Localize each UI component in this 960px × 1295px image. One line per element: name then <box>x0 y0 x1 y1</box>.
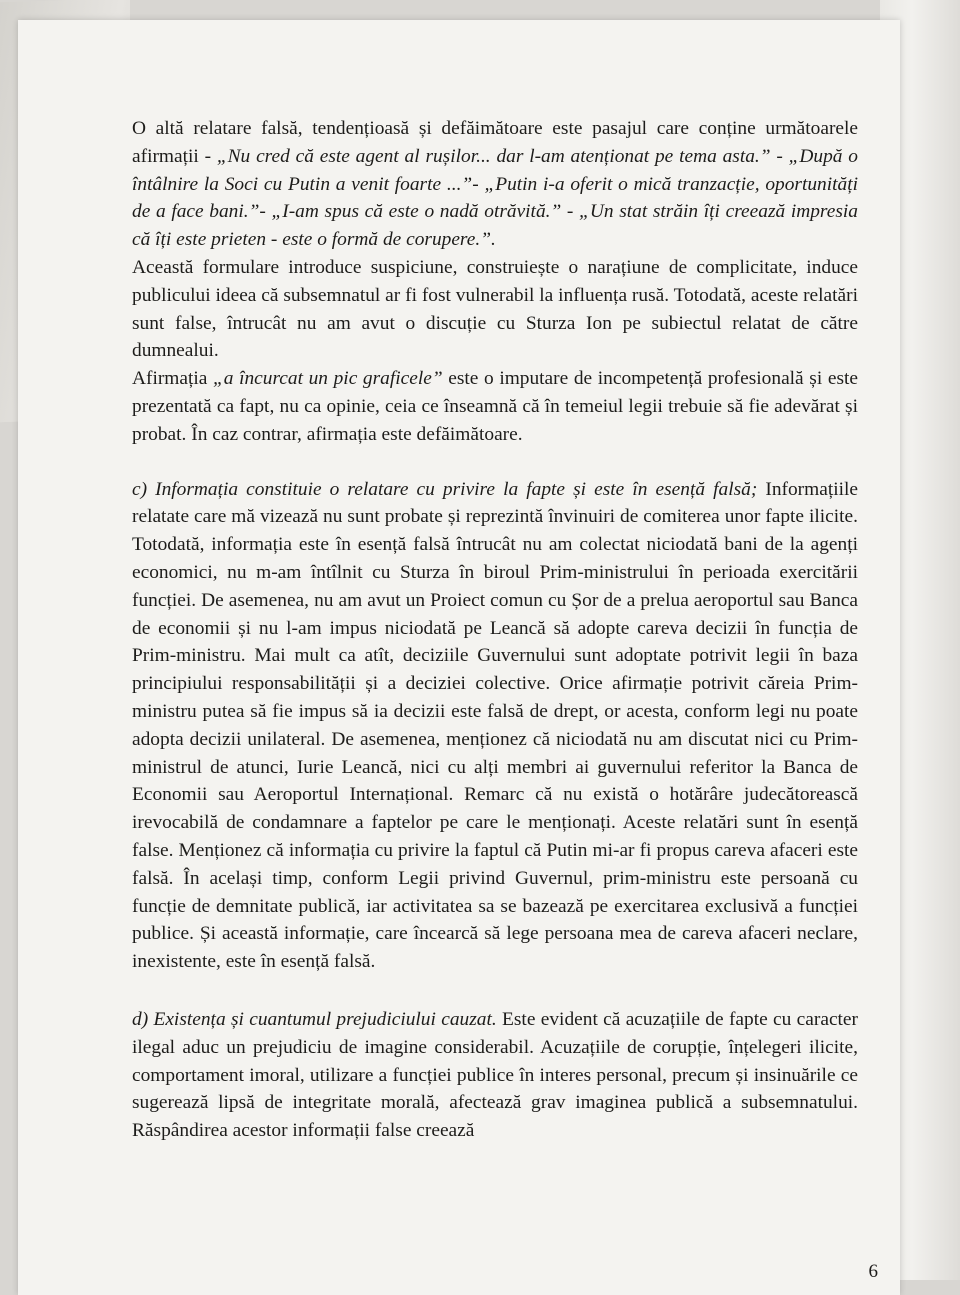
text-run: O altă relatare falsă, tendențioasă și defăimătoare este pasajul care conține următoarele afirmații - <box>132 118 858 167</box>
text-run: Informațiile relatate care mă vizează nu sunt probate și reprezintă învinuiri de comiterea unor fapte ilicite. Totodată, informația este în esență falsă întrucât nu am colectat niciodată bani de la agenți economici, nu m-am întîlnit cu Sturza în biroul Prim-ministrului în perioada exercitării funcției. De asemenea, nu am avut un Proiect comun cu Șor de a prelua aeroportul sau Banca de economii și nu l-am impus niciodată pe Leancă să adopte careva decizii în funcția de Prim-ministru. Mai mult ca atît, deciziile Guvernului sunt adoptate potrivit legii în baza principiului responsabilității și a deciziei colective. Orice afirmație potrivit căreia Prim-ministru putea să fie impus să ia decizii este falsă de drept, or acesta, conform legi nu poate adopta decizii unilateral. De asemenea, menționez că niciodată nu am discutat nici cu Prim-ministrul de atunci, Iurie Leancă, nici cu alți membri ai guvernului referitor la Banca de Economii sau Aeroportul Internațional. Remarc că nu există o hotărâre judecătorească irevocabilă de condamnare a faptelor pe care le menționați. Aceste relatări sunt în esență false. Menționez că informația cu privire la faptul că Putin mi-ar fi propus careva afaceri este falsă. În același timp, conform Legii privind Guvernul, prim-ministru este persoană cu funcție de demnitate publică, iar activitatea sa se bazează pe exercitarea exclusivă a funcției publice. Și această informație, care încearcă să lege persoana mea de careva afaceri neclare, inexistente, este în esență falsă. <box>132 478 858 973</box>
document-body <box>132 115 858 1145</box>
text-run: Este evident că acuzațiile de fapte cu caracter ilegal aduc un prejudiciu de imagine considerabil. Acuzațiile de corupție, înțelegeri ilicite, comportament imoral, utilizare a funcției publice în interes personal, precum și insinuările ce sugerează lipsă de integritate morală, afectează grav imaginea publică a subsemnatului. Răspândirea acestor informații false creează <box>132 1008 858 1142</box>
italic-text-run: „Nu cred că este agent al rușilor... dar l-am atenționat pe tema asta.” - „După o întâlnire la Soci cu Putin a venit foarte ...”- „Putin i-a oferit o mică tranzacție, oportunități de a face bani.”- „I-am spus că este o nadă otrăvită.” - „Un stat străin îți creează impresia că îți este prieten - este o formă de corupere.”. <box>132 145 858 251</box>
document-page <box>18 20 900 1295</box>
paragraph-spacer <box>132 976 858 1006</box>
paragraph <box>132 476 858 976</box>
italic-text-run: d) Existența și cuantumul prejudiciului cauzat. <box>132 1008 497 1030</box>
paragraph-spacer <box>132 449 858 476</box>
paragraph <box>132 254 858 365</box>
paragraph <box>132 365 858 448</box>
italic-text-run: „a încurcat un pic graficele” <box>213 368 443 390</box>
text-run: Această formulare introduce suspiciune, construiește o narațiune de complicitate, induce publicului ideea că subsemnatul ar fi fost vulnerabil la influența rusă. Totodată, aceste relatări sunt false, întrucât nu am avut o discuție cu Sturza Ion pe subiectul relatat de către dumnealui. <box>132 256 858 362</box>
text-run: este o imputare de incompetență profesională și este prezentată ca fapt, nu ca opinie, ceia ce înseamnă că în temeiul legii trebuie să fie adevărat și probat. În caz contrar, afirmația este defăimătoare. <box>132 368 858 445</box>
italic-text-run: c) Informația constituie o relatare cu privire la fapte și este în esență falsă; <box>132 478 758 500</box>
paragraph <box>132 1006 858 1145</box>
page-number: 6 <box>868 1261 878 1282</box>
text-run: Afirmația <box>132 368 213 390</box>
paragraph <box>132 115 858 254</box>
